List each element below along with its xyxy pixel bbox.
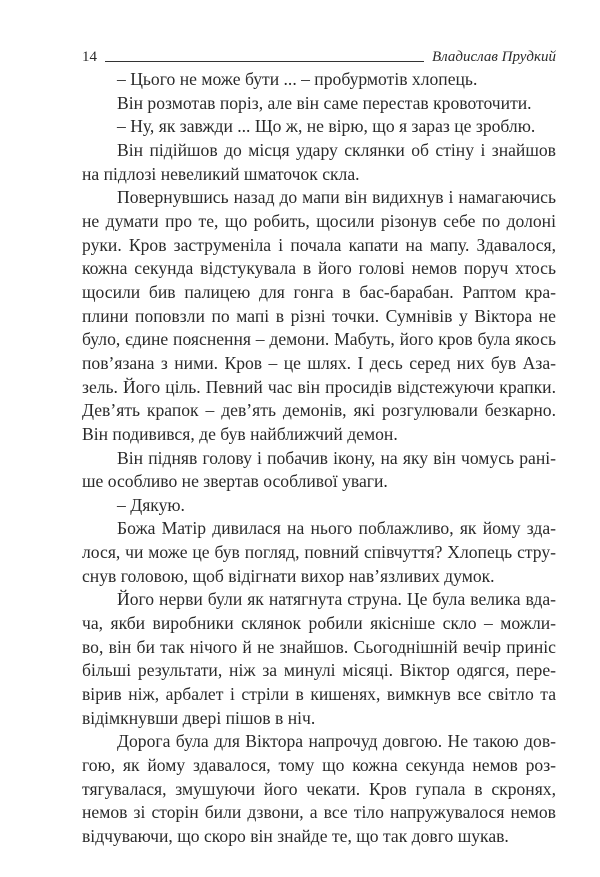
paragraph bbox=[82, 68, 556, 92]
text-line: Він підняв голову і побачив ікону, на яку він чомусь рані- bbox=[117, 447, 556, 468]
header-rule bbox=[105, 61, 424, 62]
text-line: гою, як йому здавалося, тому що кожна секунда немов роз- bbox=[82, 755, 556, 776]
text-line: руки. Кров заструменіла і почала капати на мапу. Здавалося, bbox=[82, 234, 556, 255]
text-line: Він підійшов до місця удару склянки об стіну і знайшов bbox=[117, 139, 556, 160]
text-line: Він розмотав поріз, але він саме перестав кровоточити. bbox=[117, 92, 532, 113]
text-line: щосили бив палицею для гонга в бас-барабан. Раптом кра- bbox=[82, 281, 556, 302]
text-line: – Дякую. bbox=[117, 494, 185, 515]
text-line: кожна секунда відстукувала в його голові немов поруч хтось bbox=[82, 258, 556, 279]
paragraph bbox=[82, 186, 556, 446]
paragraph bbox=[82, 92, 556, 116]
text-line: Дорога була для Віктора напрочуд довгою. Не такою дов- bbox=[117, 731, 556, 752]
text-line: відімкнувши двері пішов в ніч. bbox=[82, 707, 316, 728]
text-line: Дев’ять крапок – дев’ять демонів, які розгулювали безкарно. bbox=[82, 400, 556, 421]
text-line: Його нерви були як натягнута струна. Це була велика вда- bbox=[117, 589, 556, 610]
text-line: вірив ніж, арбалет і стріли в кишенях, вимкнув все світло та bbox=[82, 684, 556, 705]
text-line: немов зі сторін били дзвони, а все тіло напружувалося немов bbox=[82, 802, 556, 823]
text-line: більші результати, ніж за минулі місяці. Віктор одягся, пере- bbox=[82, 660, 556, 681]
text-line: не думати про те, що робить, щосили різонув себе по долоні bbox=[82, 210, 556, 231]
text-line: лося, чи може це був погляд, повний співчуття? Хлопець стру- bbox=[82, 542, 556, 563]
text-line: Божа Матір дивилася на нього поблажливо, як йому зда- bbox=[117, 518, 556, 539]
text-line: ше особливо не звертав особливої уваги. bbox=[82, 471, 388, 492]
text-line: пов’язана з ними. Кров – це шлях. І десь серед них був Аза- bbox=[82, 352, 556, 373]
page-number: 14 bbox=[82, 49, 97, 65]
text-line: відчуваючи, що скоро він знайде те, що так довго шукав. bbox=[82, 826, 509, 846]
text-line: во, він би так нічого й не знайшов. Сьогоднішній вечір приніс bbox=[82, 636, 556, 657]
paragraph bbox=[82, 588, 556, 730]
paragraph bbox=[82, 115, 556, 139]
text-line: тягувалася, змушуючи його чекати. Кров гупала в скронях, bbox=[82, 778, 556, 799]
paragraph bbox=[82, 517, 556, 588]
paragraph bbox=[82, 139, 556, 186]
text-line: ча, якби виробники склянок робили якісніше скло – можли- bbox=[82, 613, 556, 634]
text-line: було, єдине пояснення – демони. Мабуть, його кров була якось bbox=[82, 329, 556, 350]
text-line: Повернувшись назад до мапи він видихнув і намагаючись bbox=[117, 187, 556, 208]
text-line: снув головою, щоб відігнати вихор нав’язливих думок. bbox=[82, 565, 495, 586]
paragraph bbox=[82, 447, 556, 494]
running-header bbox=[82, 44, 556, 66]
text-line: плини поповзли по мапі в різні точки. Сумнівів у Віктора не bbox=[82, 305, 556, 326]
text-line: – Цього не може бути ... – пробурмотів хлопець. bbox=[117, 69, 478, 89]
page-body-text bbox=[82, 68, 556, 849]
text-line: на підлозі невеликий шматочок скла. bbox=[82, 163, 360, 184]
paragraph bbox=[82, 730, 556, 848]
text-line: – Ну, як завжди ... Що ж, не вірю, що я зараз це зроблю. bbox=[117, 116, 536, 137]
text-line: Він подивився, де був найближчий демон. bbox=[82, 423, 398, 444]
paragraph bbox=[82, 494, 556, 518]
text-line: зель. Його ціль. Певний час він просидів відстежуючи крапки. bbox=[82, 376, 556, 397]
author-name: Владислав Прудкий bbox=[432, 49, 556, 65]
